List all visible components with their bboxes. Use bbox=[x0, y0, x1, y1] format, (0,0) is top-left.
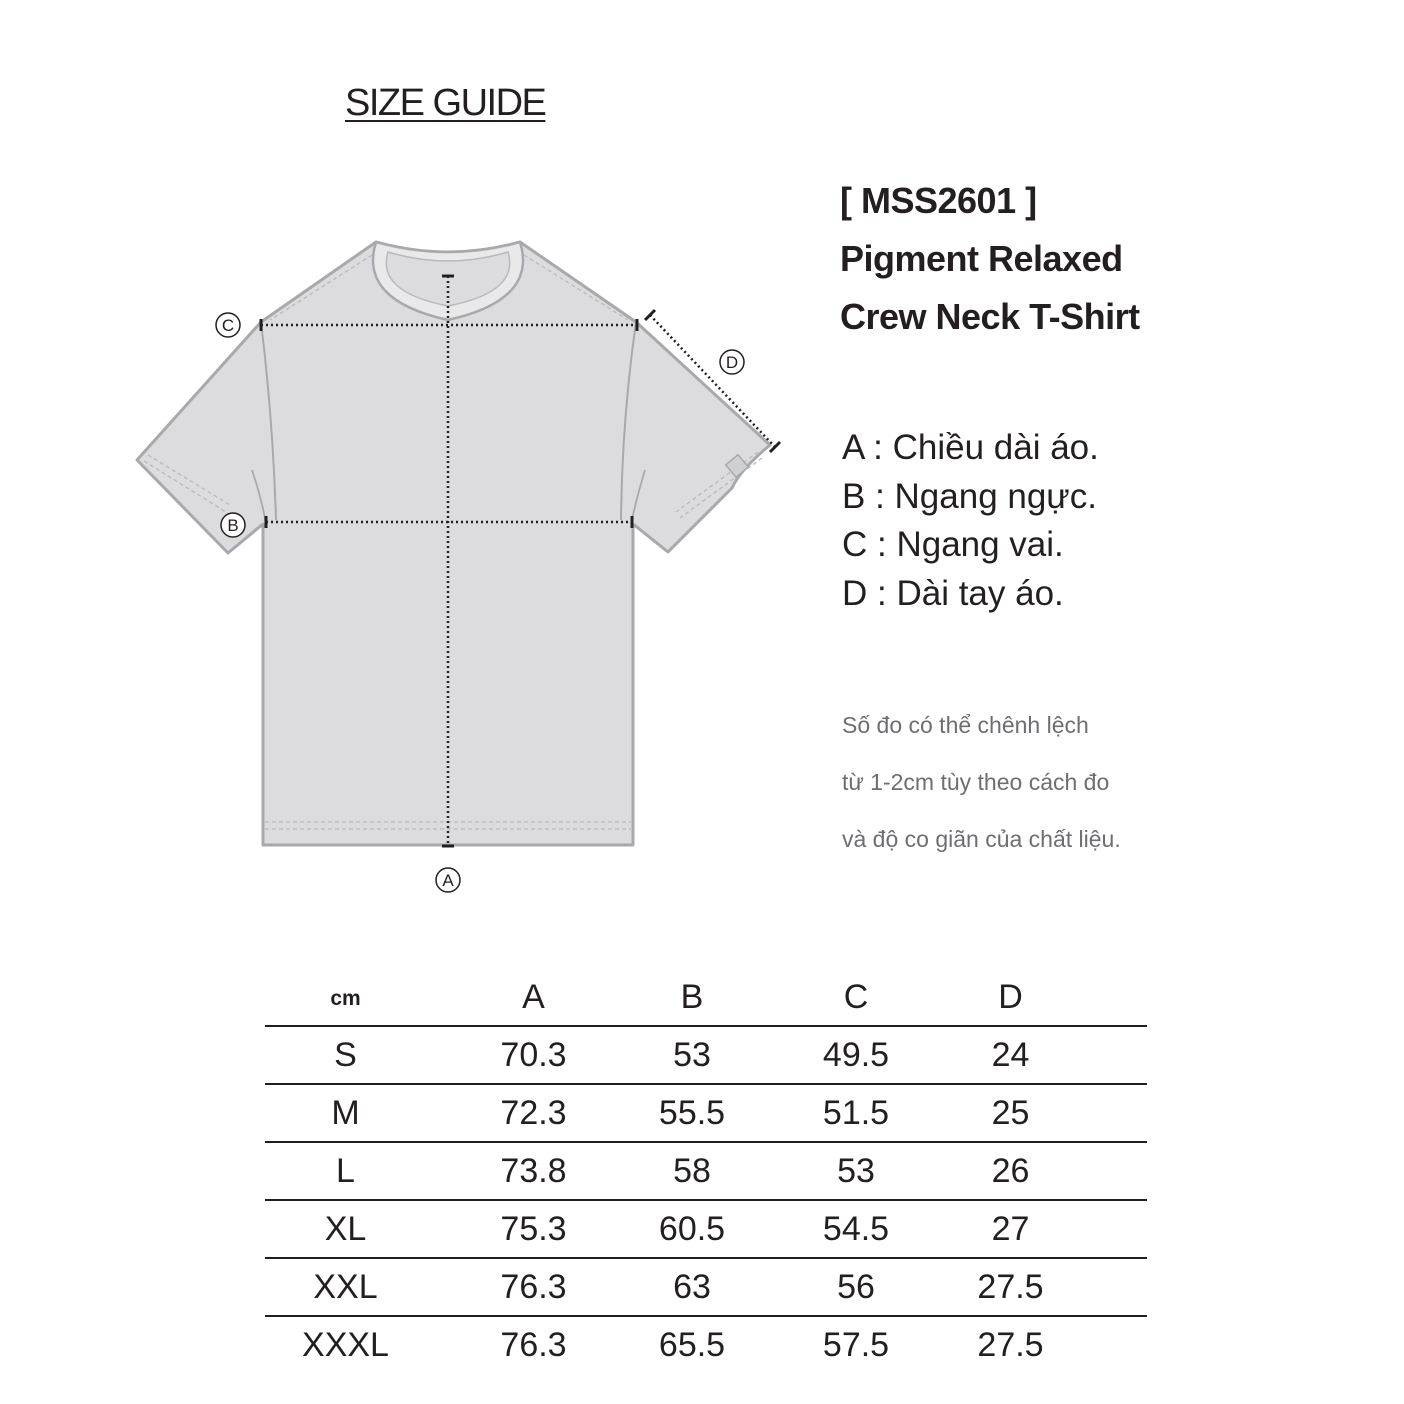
value-cell: 76.3 bbox=[426, 1258, 641, 1316]
legend-item-c: C : Ngang vai. bbox=[842, 525, 1064, 564]
table-row bbox=[265, 1316, 1147, 1373]
value-cell: 26 bbox=[969, 1142, 1052, 1200]
page-title: SIZE GUIDE bbox=[345, 82, 546, 124]
value-cell: 27.5 bbox=[969, 1316, 1052, 1373]
spacer-cell bbox=[1052, 955, 1147, 1026]
value-cell: 24 bbox=[969, 1026, 1052, 1084]
column-header-b: B bbox=[680, 978, 704, 1016]
legend-item-d: D : Dài tay áo. bbox=[842, 573, 1064, 613]
measurement-legend bbox=[842, 424, 1099, 618]
table-row bbox=[265, 1084, 1147, 1142]
note-line: Số đo có thể chênh lệch bbox=[842, 712, 1089, 738]
label-b: B bbox=[227, 516, 239, 535]
label-c: C bbox=[221, 316, 235, 335]
column-header-c: C bbox=[843, 978, 869, 1016]
label-c-marker bbox=[216, 313, 240, 337]
product-info bbox=[840, 172, 1140, 346]
measurement-note bbox=[842, 697, 1121, 868]
size-cell: S bbox=[265, 1026, 426, 1084]
column-header-d: D bbox=[998, 978, 1023, 1016]
spacer-cell bbox=[1052, 1026, 1147, 1084]
legend-item-a: A : Chiều dài áo. bbox=[842, 428, 1099, 467]
label-a-marker bbox=[436, 868, 460, 892]
size-table bbox=[265, 955, 1147, 1373]
value-cell: 54.5 bbox=[743, 1200, 969, 1258]
spacer-cell bbox=[1052, 1200, 1147, 1258]
table-row bbox=[265, 1200, 1147, 1258]
label-d: D bbox=[725, 353, 739, 372]
size-cell: XL bbox=[265, 1200, 426, 1258]
label-a: A bbox=[442, 871, 454, 890]
spacer-cell bbox=[1052, 1084, 1147, 1142]
label-b-marker bbox=[221, 513, 245, 537]
size-cell: L bbox=[265, 1142, 426, 1200]
table-header-row bbox=[265, 955, 1147, 1026]
value-cell: 27.5 bbox=[969, 1258, 1052, 1316]
value-cell: 49.5 bbox=[743, 1026, 969, 1084]
value-cell: 60.5 bbox=[641, 1200, 743, 1258]
value-cell: 27 bbox=[969, 1200, 1052, 1258]
value-cell: 65.5 bbox=[641, 1316, 743, 1373]
value-cell: 53 bbox=[743, 1142, 969, 1200]
size-cell: XXL bbox=[265, 1258, 426, 1316]
value-cell: 73.8 bbox=[426, 1142, 641, 1200]
value-cell: 56 bbox=[743, 1258, 969, 1316]
value-cell: 72.3 bbox=[426, 1084, 641, 1142]
value-cell: 75.3 bbox=[426, 1200, 641, 1258]
unit-header: cm bbox=[330, 987, 361, 1010]
spacer-cell bbox=[1052, 1142, 1147, 1200]
table-row bbox=[265, 1142, 1147, 1200]
table-row bbox=[265, 1258, 1147, 1316]
value-cell: 53 bbox=[641, 1026, 743, 1084]
product-name-line2: Crew Neck T-Shirt bbox=[840, 296, 1140, 337]
column-header-a: A bbox=[522, 978, 545, 1016]
size-cell: XXXL bbox=[265, 1316, 426, 1373]
value-cell: 70.3 bbox=[426, 1026, 641, 1084]
product-name-line1: Pigment Relaxed bbox=[840, 238, 1123, 279]
legend-item-b: B : Ngang ngực. bbox=[842, 476, 1097, 516]
value-cell: 58 bbox=[641, 1142, 743, 1200]
value-cell: 51.5 bbox=[743, 1084, 969, 1142]
table-row bbox=[265, 1026, 1147, 1084]
size-cell: M bbox=[265, 1084, 426, 1142]
label-d-marker bbox=[720, 350, 744, 374]
value-cell: 63 bbox=[641, 1258, 743, 1316]
note-line: từ 1-2cm tùy theo cách đo bbox=[842, 769, 1110, 795]
value-cell: 57.5 bbox=[743, 1316, 969, 1373]
value-cell: 76.3 bbox=[426, 1316, 641, 1373]
value-cell: 25 bbox=[969, 1084, 1052, 1142]
spacer-cell bbox=[1052, 1316, 1147, 1373]
value-cell: 55.5 bbox=[641, 1084, 743, 1142]
spacer-cell bbox=[1052, 1258, 1147, 1316]
note-line: và độ co giãn của chất liệu. bbox=[842, 826, 1121, 852]
product-code: [ MSS2601 ] bbox=[840, 180, 1037, 221]
